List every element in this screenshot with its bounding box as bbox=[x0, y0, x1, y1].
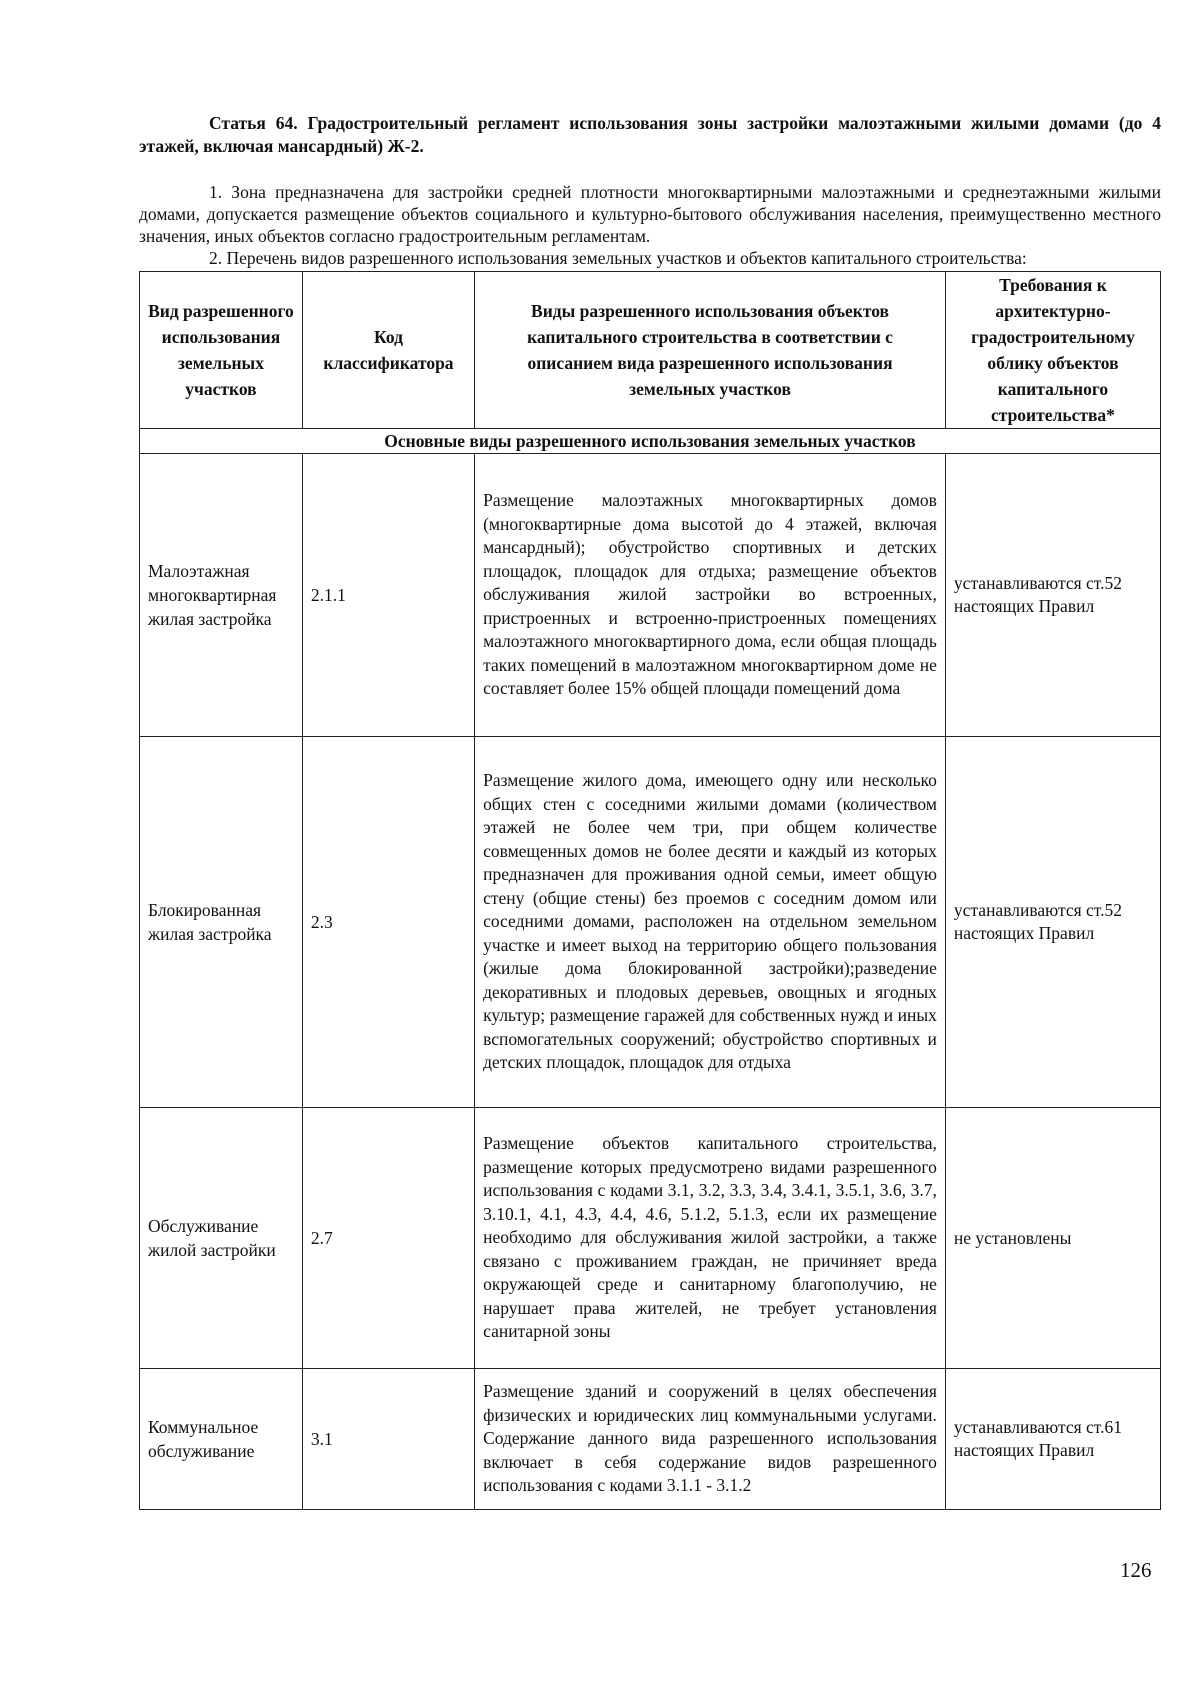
cell-description: Размещение малоэтажных многоквартирных домов (многоквартирные дома высотой до 4 этажей, включая мансардный); обустройство спортивных и детских площадок, площадок для отдыха; размещение объектов обслуживания жилой застройки во встроенных, пристроенных и встроенно-пристроенных помещениях малоэтажного многоквартирного дома, если общая площадь таких помещений в малоэтажном многоквартирном доме не составляет более 15% общей площади помещений дома bbox=[475, 454, 946, 737]
cell-requirements: не установлены bbox=[945, 1108, 1160, 1369]
cell-use-type: Коммунальное обслуживание bbox=[140, 1369, 303, 1510]
header-use-type: Вид разрешенного использования земельных участков bbox=[140, 272, 303, 429]
table-row bbox=[140, 737, 1161, 1108]
cell-code: 3.1 bbox=[302, 1369, 474, 1510]
table-row bbox=[140, 1108, 1161, 1369]
cell-description: Размещение объектов капитального строительства, размещение которых предусмотрено видами разрешенного использования с кодами 3.1, 3.2, 3.3, 3.4, 3.4.1, 3.5.1, 3.6, 3.7, 3.10.1, 4.1, 4.3, 4.4, 4.6, 5.1.2, 5.1.3, если их размещение необходимо для обслуживания жилой застройки, а также связано с проживанием граждан, не причиняет вреда окружающей среде и санитарному благополучию, не нарушает права жителей, не требует установления санитарной зоны bbox=[475, 1108, 946, 1369]
cell-requirements: устанавливаются ст.52 настоящих Правил bbox=[945, 454, 1160, 737]
header-requirements: Требования к архитектурно-градостроительному облику объектов капитального строительства* bbox=[945, 272, 1160, 429]
table-row bbox=[140, 1369, 1161, 1510]
cell-requirements: устанавливаются ст.61 настоящих Правил bbox=[945, 1369, 1160, 1510]
cell-description: Размещение зданий и сооружений в целях обеспечения физических и юридических лиц коммунальными услугами. Содержание данного вида разрешенного использования включает в себя содержание видов разрешенного использования с кодами 3.1.1 - 3.1.2 bbox=[475, 1369, 946, 1510]
table-header-row bbox=[140, 272, 1161, 429]
article-heading: Статья 64. Градостроительный регламент использования зоны застройки малоэтажными жилыми домами (до 4 этажей, включая мансардный) Ж-2. bbox=[139, 113, 1161, 156]
cell-code: 2.1.1 bbox=[302, 454, 474, 737]
cell-use-type: Блокированная жилая застройка bbox=[140, 737, 303, 1108]
header-description: Виды разрешенного использования объектов капитального строительства в соответствии с описанием вида разрешенного использования земельных участков bbox=[475, 272, 946, 429]
table-row bbox=[140, 454, 1161, 737]
page-number: 126 bbox=[1120, 1558, 1152, 1582]
cell-requirements: устанавливаются ст.52 настоящих Правил bbox=[945, 737, 1160, 1108]
section-title: Основные виды разрешенного использования земельных участков bbox=[140, 429, 1161, 454]
cell-code: 2.7 bbox=[302, 1108, 474, 1369]
cell-code: 2.3 bbox=[302, 737, 474, 1108]
paragraph-2: 2. Перечень видов разрешенного использования земельных участков и объектов капитального строительства: bbox=[209, 248, 1027, 268]
document-page bbox=[139, 112, 1161, 1510]
cell-description: Размещение жилого дома, имеющего одну или несколько общих стен с соседними жилыми домами (количеством этажей не более чем три, при общем количестве совмещенных домов не более десяти и каждый из которых предназначен для проживания одной семьи, имеет общую стену (общие стены) без проемов с соседним домом или соседними домами, расположен на отдельном земельном участке и имеет выход на территорию общего пользования (жилые дома блокированной застройки);разведение декоративных и плодовых деревьев, овощных и ягодных культур; размещение гаражей для собственных нужд и иных вспомогательных сооружений; обустройство спортивных и детских площадок, площадок для отдыха bbox=[475, 737, 946, 1108]
cell-use-type: Малоэтажная многоквартирная жилая застройка bbox=[140, 454, 303, 737]
cell-use-type: Обслуживание жилой застройки bbox=[140, 1108, 303, 1369]
paragraph-1: 1. Зона предназначена для застройки средней плотности многоквартирными малоэтажными и среднеэтажными жилыми домами, допускается размещение объектов социального и культурно-бытового обслуживания населения, преимущественно местного значения, иных объектов согласно градостроительным регламентам. bbox=[139, 182, 1161, 246]
header-code: Код классификатора bbox=[302, 272, 474, 429]
permitted-use-table bbox=[139, 271, 1161, 1510]
section-row bbox=[140, 429, 1161, 454]
